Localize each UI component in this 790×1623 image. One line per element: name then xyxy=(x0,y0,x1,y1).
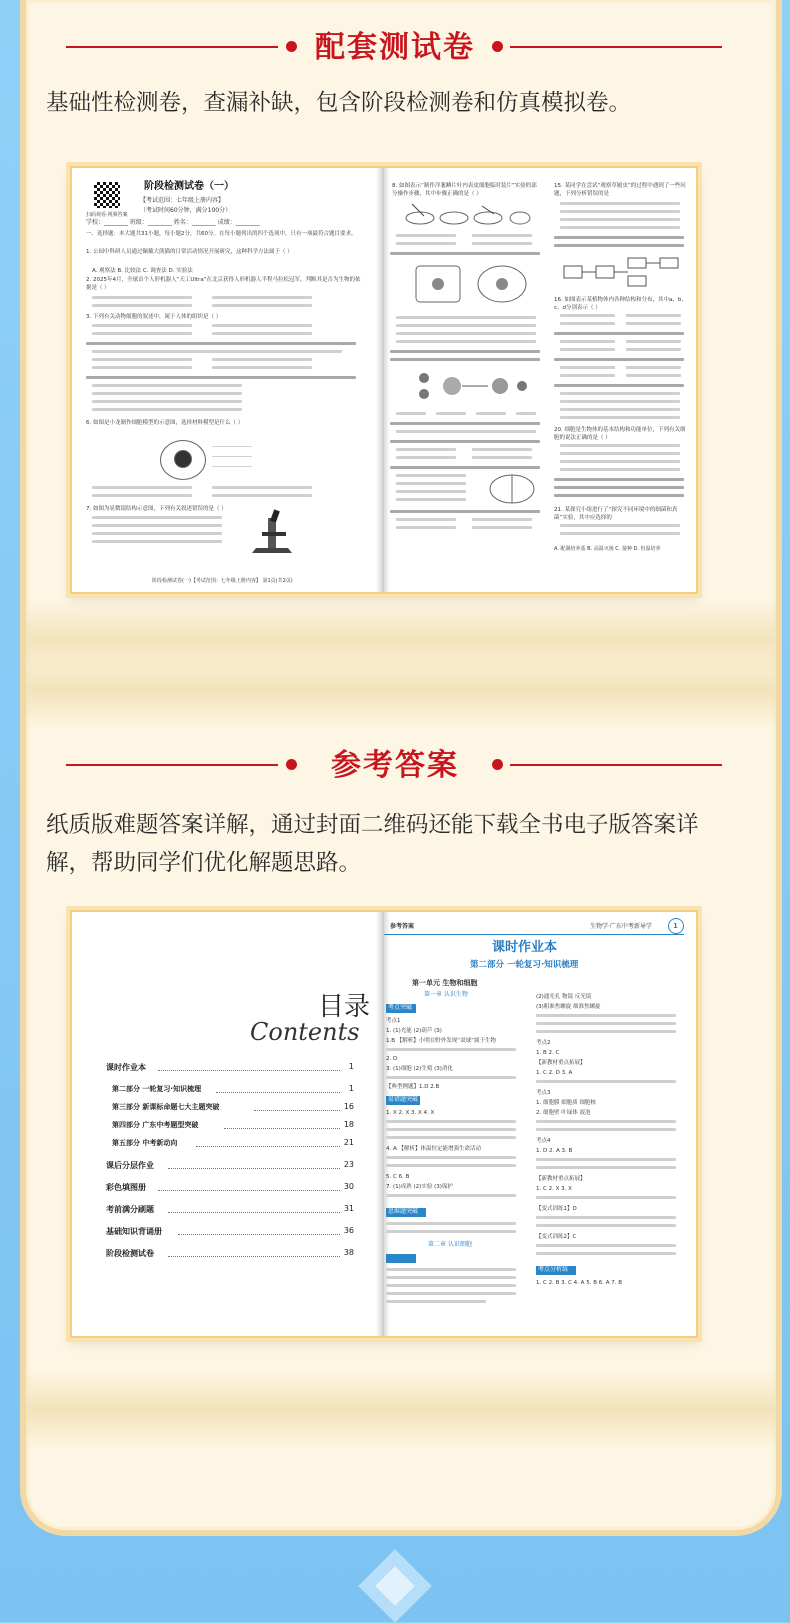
answers-line: (2)通光孔 物镜 反光镜 xyxy=(536,994,592,1000)
page-number-badge xyxy=(668,918,684,934)
answers-line: 考点1 xyxy=(386,1018,401,1024)
answers-line: 考点4 xyxy=(536,1138,551,1144)
exam-footer: 阶段检测试卷(一)【考试范围：七年级上册内容】 第1页(共2页) xyxy=(152,578,293,584)
answers-line: 2. D xyxy=(386,1056,398,1062)
answers-line: 1. X 2. X 3. X 4. X xyxy=(386,1110,435,1116)
section2-title-bar xyxy=(0,740,790,790)
decor-band xyxy=(26,1370,776,1450)
answers-tag2: 易错题突破 xyxy=(388,1096,419,1103)
answers-line: 4. A 【解析】体温恒定能增强生命活动 xyxy=(386,1146,482,1152)
toc-row[interactable] xyxy=(112,1138,354,1152)
toc-page: 18 xyxy=(343,1120,354,1129)
section1-description: 基础性检测卷，查漏补缺，包含阶段检测卷和仿真模拟卷。 xyxy=(46,90,632,116)
section1-title-bar xyxy=(0,22,790,72)
qr-code-icon xyxy=(94,182,120,208)
answers-line: 1. C 2. B 3. C 4. A 5. B 6. A 7. B xyxy=(536,1280,622,1286)
answers-line: 考点3 xyxy=(536,1090,551,1096)
exam-time: （考试时间60分钟，满分100分） xyxy=(140,207,232,214)
toc-label: 第二部分 一轮复习·知识梳理 xyxy=(112,1085,202,1093)
toc-label: 阶段检测试卷 xyxy=(106,1249,154,1258)
toc-heading-en: Contents xyxy=(250,1018,360,1046)
exam-q2: 2. 2025年4月，全球首个人形机器人“天工Ultra”在北京获得人形机器人半程马拉松冠军，判断其是否为生物的依据是（ ） xyxy=(86,277,361,291)
book-gutter xyxy=(376,168,390,592)
answers-line: 1. B 2. C xyxy=(536,1050,560,1056)
answers-line: 1. 细胞膜 细胞质 细胞核 xyxy=(536,1100,596,1106)
exam-q20: 20. 细胞是生物体的基本结构和功能单位，下列有关细胞的说法正确的是（ ） xyxy=(554,427,686,441)
book-gutter xyxy=(376,912,390,1336)
toc-label: 第三部分 新课标命题七大主题突破 xyxy=(112,1103,220,1111)
exam-q8: 8. 如图表示“制作洋葱鳞片叶内表皮细胞临时装片”实验的部分操作步骤，其中步骤正确的是（ ） xyxy=(392,183,537,197)
answers-tag1: 考点突破 xyxy=(388,1004,413,1011)
exam-q16: 16. 如图表示某植物体内各种结构和分布，其中a、b、c、d分别表示（ ） xyxy=(554,297,687,311)
answers-line: 1.B 【解析】小明在野外发现“双球”属于生物 xyxy=(386,1038,496,1044)
exam-q7: 7. 如图为显微镜结构示意图，下列有关叙述错误的是（ ） xyxy=(86,506,227,512)
microscope-diagram xyxy=(242,508,302,558)
toc-label: 基础知识背诵册 xyxy=(106,1227,162,1236)
toc-label: 课时作业本 xyxy=(106,1063,146,1072)
exam-q6: 6. 如图是小龙制作细胞模型的示意图，选择材料模型是什么（ ） xyxy=(86,420,244,426)
toc-row[interactable] xyxy=(106,1160,354,1174)
toc-label: 课后分层作业 xyxy=(106,1161,154,1170)
exam-q1: 1. 公园中科研人员通过佩戴大熊猫的日常活动情况开展研究，这种科学方法属于（ ） xyxy=(86,249,293,255)
exam-q1-options: A. 观察法 B. 比较法 C. 调查法 D. 实验法 xyxy=(92,268,193,274)
answers-header-left: 参考答案 xyxy=(390,923,415,930)
toc-page: 1 xyxy=(348,1062,354,1071)
exam-paper-preview xyxy=(70,166,698,594)
section2-description: 纸质版难题答案详解，通过封面二维码还能下载全书电子版答案详解，帮助同学们优化解题思路。 xyxy=(46,812,699,876)
toc-label: 第四部分 广东中考题型突破 xyxy=(112,1121,199,1129)
answers-title: 课时作业本 xyxy=(492,940,558,955)
exam-section-heading: 一、选择题：本大题共31小题，每小题2分，共60分。在每小题列出的四个选项中，只有一项最符合题目要求。 xyxy=(86,231,357,237)
answers-line: (3)粗准焦螺旋 细准焦螺旋 xyxy=(536,1004,601,1010)
section2-title: 参考答案 xyxy=(331,748,459,783)
toc-page: 1 xyxy=(348,1084,354,1093)
answers-line: 3. (1)细胞 (2)生殖 (3)消化 xyxy=(386,1066,453,1072)
exam-q21: 21. 某探究小组进行了“探究不同环境中的细菌和真菌”实验，其中应选择的 xyxy=(554,507,678,521)
toc-label: 彩色填图册 xyxy=(106,1183,146,1192)
experiment-steps-diagram xyxy=(402,202,532,228)
toc-row[interactable] xyxy=(106,1248,354,1262)
answers-line: 考点分析练 xyxy=(538,1266,569,1273)
answers-line: 2. 细胞壁 叶绿体 液泡 xyxy=(536,1110,591,1116)
answers-subtitle: 第二部分 一轮复习·知识梳理 xyxy=(470,960,579,970)
answers-header-right: 生物学·广东中考新导学 xyxy=(590,923,652,930)
exam-fields: 学校：________ 班级：________ 姓名：________ 成绩：________ xyxy=(86,219,260,226)
toc-page: 30 xyxy=(343,1182,354,1191)
tag-bar xyxy=(386,1254,416,1263)
toc-row[interactable] xyxy=(112,1084,354,1098)
cell-nucleus xyxy=(174,450,192,468)
toc-label: 第五部分 中考新动向 xyxy=(112,1139,178,1147)
toc-row[interactable] xyxy=(106,1182,354,1196)
answers-line: 【典型例题】1.D 2.B xyxy=(386,1084,440,1090)
toc-row[interactable] xyxy=(106,1226,354,1240)
answers-line: 1. C 2. D 3. A xyxy=(536,1070,573,1076)
exam-title: 阶段检测试卷（一） xyxy=(144,181,234,192)
answers-line: 1. C 2. X 3. X xyxy=(536,1186,572,1192)
answers-line: 5. C 6. B xyxy=(386,1174,410,1180)
qr-label: 扫码观看·视频答案 xyxy=(86,212,128,218)
decor-band xyxy=(26,650,776,730)
answers-page-no: 1 xyxy=(673,922,678,930)
answers-tag3: 思维题突破 xyxy=(388,1208,419,1215)
toc-label: 考前满分刷题 xyxy=(106,1205,154,1214)
heart-diagram xyxy=(482,472,542,506)
answers-chapter2: 第二章 认识细胞 xyxy=(428,1241,472,1248)
exam-q3: 3. 下列有关动物细胞的叙述中，属于人体的组织是（ ） xyxy=(86,314,222,320)
answers-line: 1. D 2. A 3. B xyxy=(536,1148,573,1154)
flow-diagram xyxy=(562,256,682,290)
answer-book-preview xyxy=(70,910,698,1338)
toc-page: 21 xyxy=(343,1138,354,1147)
toc-page: 16 xyxy=(343,1102,354,1111)
answers-line: 1. (1)光能 (2)葫芦 (3) xyxy=(386,1028,442,1034)
toc-row[interactable] xyxy=(106,1062,354,1076)
toc-page: 36 xyxy=(343,1226,354,1235)
cell-comparison-diagram xyxy=(412,262,532,310)
toc-heading-cn: 目录 xyxy=(318,992,371,1022)
answers-line: 【变式训练2】C xyxy=(536,1234,577,1240)
toc-page: 31 xyxy=(343,1204,354,1213)
toc-page: 38 xyxy=(343,1248,354,1257)
exam-scope: 【考试范围：七年级上册内容】 xyxy=(140,197,225,204)
answers-line: 考点2 xyxy=(536,1040,551,1046)
toc-row[interactable] xyxy=(112,1120,354,1134)
answers-line: 【新教材重点拓展】 xyxy=(536,1060,586,1066)
toc-row[interactable] xyxy=(106,1204,354,1218)
section1-title: 配套测试卷 xyxy=(315,30,475,65)
answers-line: 【新教材重点拓展】 xyxy=(536,1176,586,1182)
answers-unit: 第一单元 生物和细胞 xyxy=(412,979,478,987)
exam-q15: 15. 某同学在尝试“观察草履虫”的过程中遇到了一些问题，下列分析错误的是 xyxy=(554,183,686,197)
cell-division-diagram xyxy=(412,368,532,408)
exam-q21-options: A. 配制培养基 B. 高温灭菌 C. 接种 D. 恒温培养 xyxy=(554,546,661,552)
answers-line: 【变式训练1】D xyxy=(536,1206,577,1212)
toc-page: 23 xyxy=(343,1160,354,1169)
toc-row[interactable] xyxy=(112,1102,354,1116)
answers-line: 7. (1)成熟 (2)实验 (3)保护 xyxy=(386,1184,453,1190)
answers-chapter: 第一章 认识生物 xyxy=(424,991,468,998)
